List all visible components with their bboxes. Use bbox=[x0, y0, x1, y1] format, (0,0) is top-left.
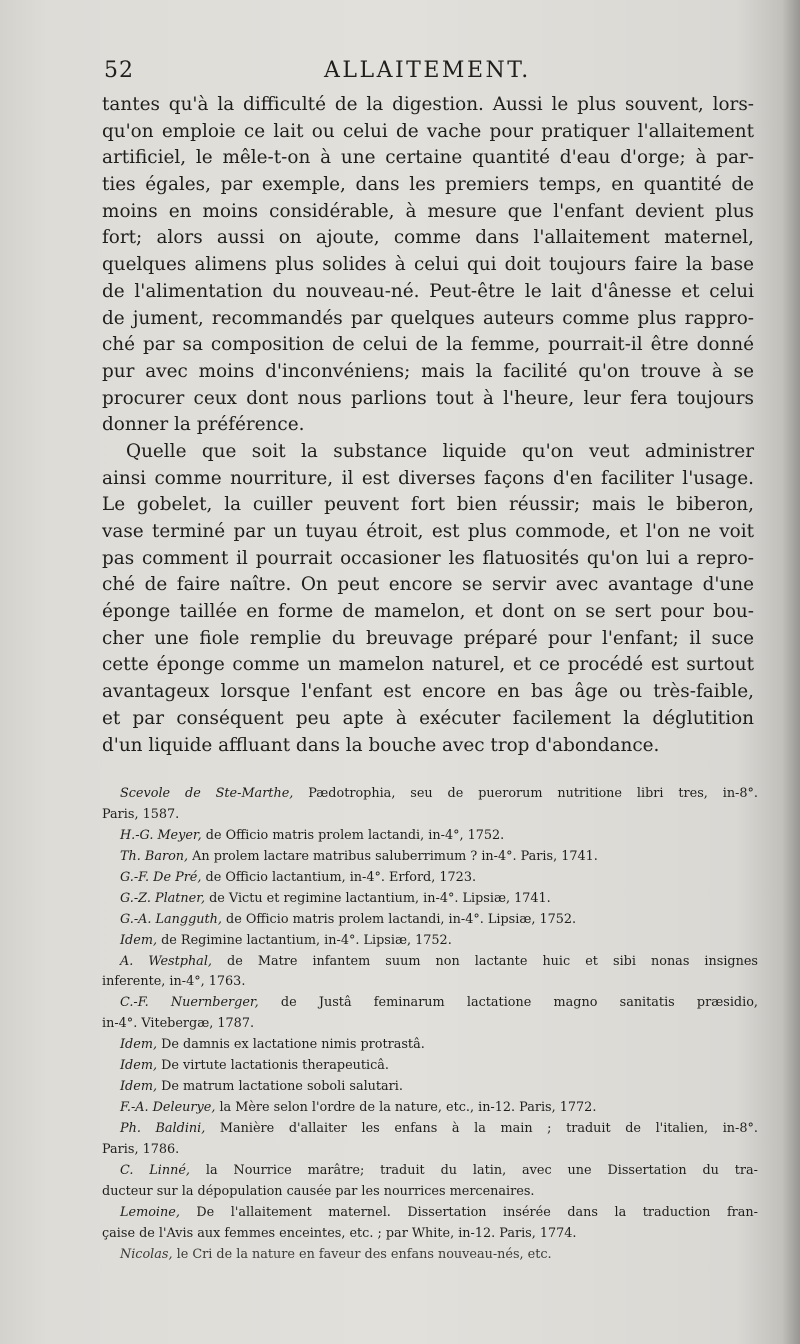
entry-text: le Cri de la nature en faveur des enfans nouveau-nés, etc. bbox=[172, 1246, 552, 1262]
bibliography-entry bbox=[102, 993, 758, 1014]
entry-text: de Officio matris prolem lactandi, in-4°. Lipsiæ, 1752. bbox=[221, 911, 577, 927]
entry-author: F.-A. Deleurye, bbox=[120, 1100, 216, 1116]
running-head: ALLAITEMENT. bbox=[324, 58, 531, 83]
entry-author: G.-A. Langguth, bbox=[120, 911, 222, 927]
bibliography bbox=[102, 784, 758, 1266]
text-line: Le gobelet, la cuiller peuvent fort bien réussir; mais le biberon, bbox=[102, 494, 754, 516]
bibliography-entry bbox=[102, 1077, 758, 1098]
bibliography-entry bbox=[102, 889, 758, 910]
text-line: avantageux lorsque l'enfant est encore en bas âge ou très-faible, bbox=[102, 681, 754, 703]
text-line: ché par sa composition de celui de la femme, pourrait-il être donné bbox=[102, 334, 754, 356]
text-line: cher une fiole remplie du breuvage préparé pour l'enfant; il suce bbox=[102, 627, 754, 649]
text-line: de l'alimentation du nouveau-né. Peut-être le lait d'ânesse et celui bbox=[102, 280, 754, 302]
entry-author: Idem, bbox=[120, 932, 158, 948]
text-line: de jument, recommandés par quelques auteurs comme plus rappro- bbox=[102, 307, 754, 329]
bibliography-entry bbox=[102, 1245, 758, 1266]
text-line: ties égales, par exemple, dans les premiers temps, en quantité de bbox=[102, 174, 754, 196]
bibliography-entry bbox=[102, 1056, 758, 1077]
bibliography-entry bbox=[102, 1119, 758, 1140]
entry-author: Th. Baron, bbox=[120, 848, 189, 864]
text-line: ché de faire naître. On peut encore se servir avec avantage d'une bbox=[102, 574, 754, 596]
bibliography-entry bbox=[102, 1035, 758, 1056]
entry-author: C.-F. Nuernberger, bbox=[120, 995, 259, 1011]
bibliography-entry bbox=[102, 910, 758, 931]
text-line: pas comment il pourrait occasioner les flatuosités qu'on lui a repro- bbox=[102, 547, 754, 569]
entry-text: de Justâ feminarum lactatione magno sanitatis præsidio, bbox=[258, 995, 758, 1011]
main-text bbox=[102, 92, 754, 759]
text-line: moins en moins considérable, à mesure que l'enfant devient plus bbox=[102, 200, 754, 222]
bibliography-entry-continuation: çaise de l'Avis aux femmes enceintes, etc. ; par White, in-12. Paris, 1774. bbox=[102, 1225, 577, 1241]
text-line: quelques alimens plus solides à celui qui doit toujours faire la base bbox=[102, 254, 754, 276]
text-line: cette éponge comme un mamelon naturel, et ce procédé est surtout bbox=[102, 654, 754, 676]
page-number: 52 bbox=[104, 58, 134, 83]
entry-text: De matrum lactatione soboli salutari. bbox=[157, 1079, 403, 1095]
entry-author: Lemoine, bbox=[120, 1204, 180, 1220]
paragraph-1 bbox=[102, 92, 754, 439]
text-line: donner la préférence. bbox=[102, 414, 305, 436]
entry-text: De l'allaitement maternel. Dissertation insérée dans la traduction fran- bbox=[179, 1204, 758, 1220]
text-line: fort; alors aussi on ajoute, comme dans l'allaitement maternel, bbox=[102, 227, 754, 249]
bibliography-entry bbox=[102, 868, 758, 889]
entry-text: la Mère selon l'ordre de la nature, etc., in-12. Paris, 1772. bbox=[215, 1100, 597, 1116]
page-edge-shadow bbox=[782, 0, 800, 1344]
bibliography-entry-continuation: inferente, in-4°, 1763. bbox=[102, 974, 246, 990]
text-line: qu'on emploie ce lait ou celui de vache pour pratiquer l'allaitement bbox=[102, 120, 754, 142]
bibliography-entry bbox=[102, 952, 758, 973]
text-line: artificiel, le mêle-t-on à une certaine quantité d'eau d'orge; à par- bbox=[102, 147, 754, 169]
entry-text: de Victu et regimine lactantium, in-4°. Lipsiæ, 1741. bbox=[205, 890, 551, 906]
text-line: Quelle que soit la substance liquide qu'on veut administrer bbox=[126, 440, 754, 462]
entry-text: de Officio matris prolem lactandi, in-4°, 1752. bbox=[201, 827, 505, 843]
text-line: procurer ceux dont nous parlions tout à l'heure, leur fera toujours bbox=[102, 387, 754, 409]
entry-text: la Nourrice marâtre; traduit du latin, avec une Dissertation du tra- bbox=[190, 1162, 759, 1178]
entry-text: de Matre infantem suum non lactante huic et sibi nonas insignes bbox=[211, 953, 758, 969]
entry-text: De damnis ex lactatione nimis protrastâ. bbox=[157, 1037, 425, 1053]
entry-author: Nicolas, bbox=[120, 1246, 173, 1262]
entry-author: Idem, bbox=[120, 1058, 158, 1074]
text-line: et par conséquent peu apte à exécuter facilement la déglutition bbox=[102, 707, 754, 729]
entry-author: G.-Z. Platner, bbox=[120, 890, 206, 906]
bibliography-entry bbox=[102, 931, 758, 952]
text-line: vase terminé par un tuyau étroit, est plus commode, et l'on ne voit bbox=[102, 521, 754, 542]
entry-author: G.-F. De Pré, bbox=[120, 869, 202, 885]
bibliography-entry bbox=[102, 1098, 758, 1119]
entry-author: Idem, bbox=[120, 1037, 158, 1053]
paragraph-2 bbox=[102, 439, 754, 759]
bibliography-entry bbox=[102, 784, 758, 805]
entry-author: Idem, bbox=[120, 1079, 158, 1095]
bibliography-entry bbox=[102, 1203, 758, 1224]
bibliography-entry-continuation: ducteur sur la dépopulation causée par les nourrices mercenaires. bbox=[102, 1183, 535, 1199]
bibliography-entry bbox=[102, 826, 758, 847]
entry-author: Scevole de Ste-Marthe, bbox=[120, 786, 294, 801]
bibliography-entry-continuation: in-4°. Vitebergæ, 1787. bbox=[102, 1016, 255, 1032]
text-line: tantes qu'à la difficulté de la digestion. Aussi le plus souvent, lors- bbox=[102, 94, 754, 115]
entry-text: de Regimine lactantium, in-4°. Lipsiæ, 1752. bbox=[157, 932, 452, 948]
bibliography-entry bbox=[102, 847, 758, 868]
entry-text: Pædotrophia, seu de puerorum nutritione libri tres, in-8°. bbox=[293, 786, 758, 801]
entry-author: Ph. Baldini, bbox=[120, 1121, 206, 1136]
bibliography-entry bbox=[102, 1161, 758, 1182]
entry-text: de Officio lactantium, in-4°. Erford, 1723. bbox=[201, 869, 477, 885]
page-header bbox=[104, 58, 754, 92]
text-line: d'un liquide affluant dans la bouche avec trop d'abondance. bbox=[102, 734, 660, 756]
text-line: ainsi comme nourriture, il est diverses façons d'en faciliter l'usage. bbox=[102, 467, 754, 489]
entry-author: C. Linné, bbox=[120, 1162, 191, 1178]
entry-author: H.-G. Meyer, bbox=[120, 827, 202, 843]
entry-text: An prolem lactare matribus saluberrimum ? in-4°. Paris, 1741. bbox=[188, 848, 598, 864]
entry-author: A. Westphal, bbox=[120, 953, 212, 969]
text-line: pur avec moins d'inconvéniens; mais la facilité qu'on trouve à se bbox=[102, 360, 754, 382]
bibliography-entry-continuation: Paris, 1786. bbox=[102, 1141, 180, 1157]
text-line: éponge taillée en forme de mamelon, et dont on se sert pour bou- bbox=[102, 601, 754, 623]
entry-text: Manière d'allaiter les enfans à la main ; traduit de l'italien, in-8°. bbox=[205, 1121, 758, 1136]
entry-text: De virtute lactationis therapeuticâ. bbox=[157, 1058, 389, 1074]
bibliography-entry-continuation: Paris, 1587. bbox=[102, 806, 180, 822]
